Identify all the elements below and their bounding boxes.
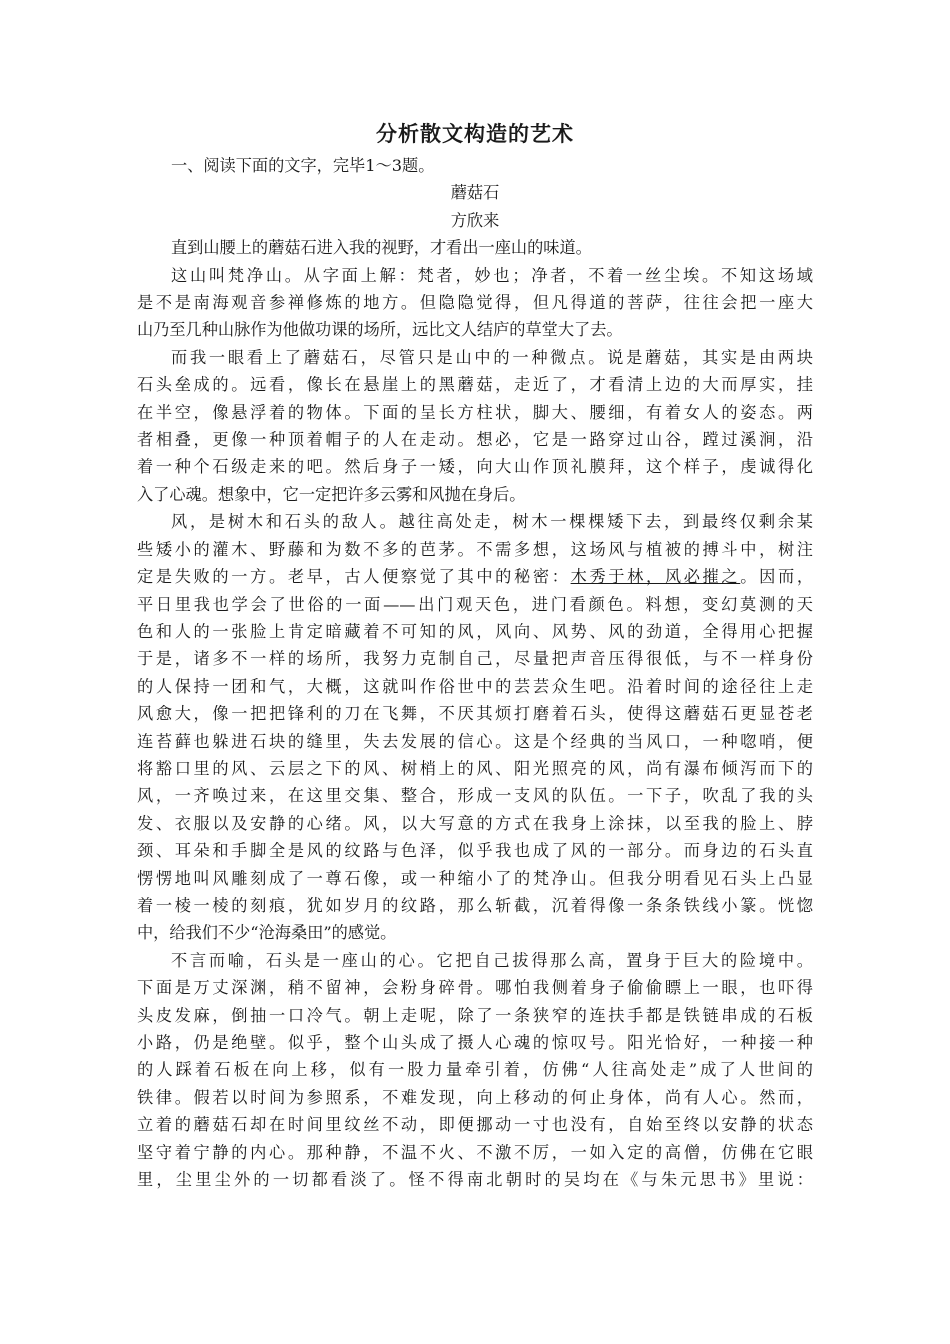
paragraph-line: 里，尘里尘外的一切都看淡了。怪不得南北朝时的吴均在《与朱元思书》里说： <box>137 1170 813 1190</box>
paragraph-line: 小路，仍是绝壁。似乎，整个山头成了摄人心魂的惊叹号。阳光恰好，一种接一种 <box>137 1033 813 1052</box>
paragraph-line: 风愈大，像一把把锋利的刀在飞舞，不厌其烦打磨着石头，使得这蘑菇石更显苍老 <box>137 704 813 724</box>
paragraph-line: 愣愣地叫风雕刻成了一尊石像，或一种缩小了的梵净山。但我分明看见石头上凸显 <box>137 868 813 888</box>
underlined-quote: 木秀于林，风必摧之 <box>570 567 741 587</box>
paragraph-line: 石头垒成的。远看，像长在悬崖上的黑蘑菇，走近了，才看清上边的大而厚实，挂 <box>137 375 813 395</box>
paragraph-line: 这山叫梵净山。从字面上解：梵者，妙也；净者，不着一丝尘埃。不知这场域 <box>171 265 813 285</box>
paragraph-line: 的人保持一团和气，大概，这就叫作俗世中的芸芸众生吧。沿着时间的途径往上走 <box>137 676 813 696</box>
line-text: 定是失败的一方。老早，古人便察觉了其中的秘密： <box>137 567 571 587</box>
paragraph-line: 发、衣服以及安静的心绪。风，以大写意的方式在我身上涂抹，以至我的脸上、脖 <box>137 813 813 833</box>
paragraph-line: 着一棱一棱的刻痕，犹如岁月的纹路，那么斩截，沉着得像一条条铁线小篆。恍惚 <box>137 895 813 915</box>
paragraph-line: 是不是南海观音参禅修炼的地方。但隐隐觉得，但凡得道的菩萨，往往会把一座大 <box>137 293 813 313</box>
paragraph-line: 风，是树木和石头的敌人。越往高处走，树木一棵棵矮下去，到最终仅剩余某 <box>171 512 813 532</box>
paragraph-line: 入了心魂。想象中，它一定把许多云雾和风抛在身后。 <box>137 484 526 504</box>
paragraph-line: 中，给我们不少“沧海桑田”的感觉。 <box>137 923 397 943</box>
paragraph-line: 者相叠，更像一种顶着帽子的人在走动。想必，它是一路穿过山谷，蹚过溪涧，沿 <box>137 430 813 450</box>
paragraph-line: 头皮发麻，倒抽一口冷气。朝上走呢，除了一条狭窄的连扶手都是铁链串成的石板 <box>137 1005 813 1025</box>
paragraph-line: 在半空，像悬浮着的物体。下面的呈长方柱状，脚大、腰细，有着女人的姿态。两 <box>137 402 813 422</box>
paragraph-line: 些矮小的灌木、野藤和为数不多的芭茅。不需多想，这场风与植被的搏斗中，树注 <box>137 539 813 559</box>
paragraph-line: 坚守着宁静的内心。那种静，不温不火、不激不厉，一如入定的高僧，仿佛在它眼 <box>137 1142 813 1162</box>
paragraph-line: 直到山腰上的蘑菇石进入我的视野，才看出一座山的味道。 <box>171 238 592 258</box>
article-title: 蘑菇石 <box>450 183 500 203</box>
paragraph-line: 颈、耳朵和手脚全是风的纹路与色泽，似乎我也成了风的一部分。而身边的石头直 <box>137 841 813 861</box>
paragraph-line: 将豁口里的风、云层之下的风、树梢上的风、阳光照亮的风，尚有瀑布倾泻而下的 <box>137 758 813 778</box>
paragraph-line: 色和人的一张脸上肯定暗藏着不可知的风，风向、风势、风的劲道，全得用心把握 <box>137 621 813 641</box>
paragraph-line: 风，一齐唤过来，在这里交集、整合，形成一支风的队伍。一下子，吹乱了我的头 <box>137 786 813 806</box>
line-text: 。因而， <box>740 567 813 587</box>
question-instruction: 一、阅读下面的文字，完毕1～3题。 <box>171 156 435 175</box>
paragraph-line: 立着的蘑菇石却在时间里纹丝不动，即便挪动一寸也没有，自始至终以安静的状态 <box>137 1115 813 1135</box>
document-page <box>137 118 813 1193</box>
paragraph-line: 平日里我也学会了世俗的一面——出门观天色，进门看颜色。料想，变幻莫测的天 <box>137 594 813 614</box>
page-title: 分析散文构造的艺术 <box>376 122 574 146</box>
article-author: 方欣来 <box>450 210 500 230</box>
paragraph-line: 而我一眼看上了蘑菇石，尽管只是山中的一种微点。说是蘑菇，其实是由两块 <box>171 347 813 367</box>
paragraph-line-with-underline <box>137 563 813 590</box>
paragraph-line: 铁律。假若以时间为参照系，不难发现，向上移动的何止身体，尚有人心。然而， <box>137 1087 813 1107</box>
paragraph-line: 不言而喻，石头是一座山的心。它把自己拔得那么高，置身于巨大的险境中。 <box>171 950 813 970</box>
paragraph-line: 山乃至几种山脉作为他做功课的场所，远比文人结庐的草堂大了去。 <box>137 320 623 340</box>
paragraph-line: 连苔藓也躲进石块的缝里，失去发展的信心。这是个经典的当风口，一种唿哨，便 <box>137 731 813 751</box>
paragraph-line: 于是，诸多不一样的场所，我努力克制自己，尽量把声音压得很低，与不一样身份 <box>137 649 813 669</box>
paragraph-line: 着一种个石级走来的吧。然后身子一矮，向大山作顶礼膜拜，这个样子，虔诚得化 <box>137 457 813 477</box>
paragraph-line: 的人踩着石板在向上移，似有一股力量牵引着，仿佛“人往高处走”成了人世间的 <box>137 1060 813 1080</box>
paragraph-line: 下面是万丈深渊，稍不留神，会粉身碎骨。哪怕我侧着身子偷偷瞟上一眼，也吓得 <box>137 978 813 998</box>
